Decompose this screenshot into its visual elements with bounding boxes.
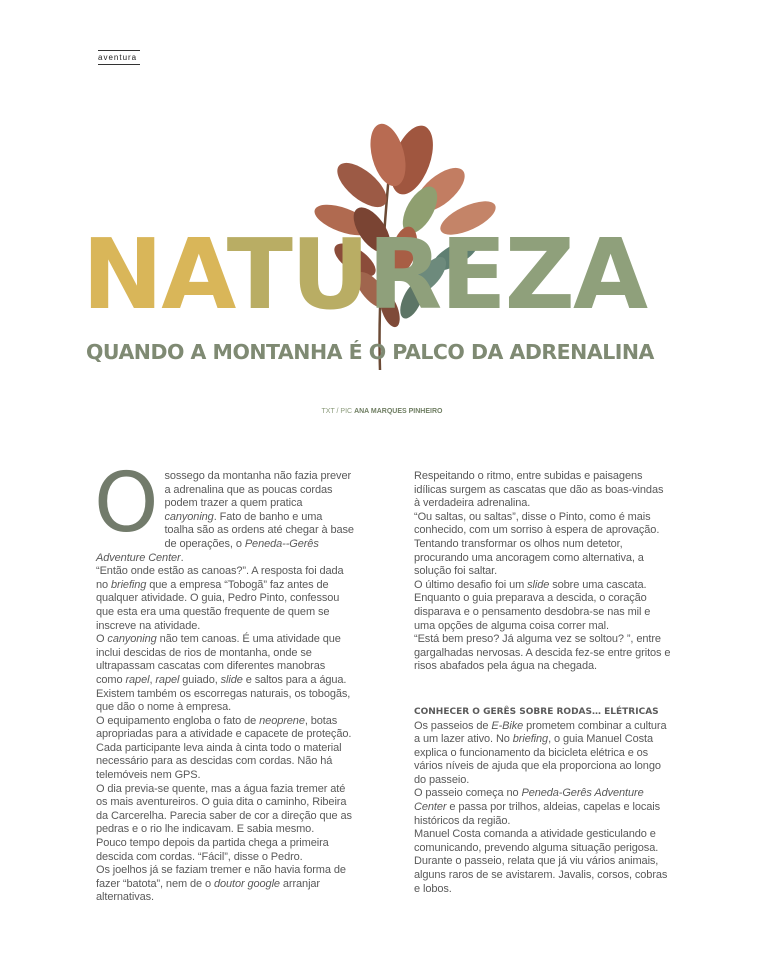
title-main: NATUREZA xyxy=(82,218,647,331)
paragraph: O passeio começa no Peneda-Gerês Adventure Center e passa por trilhos, aldeias, capelas e locais históricos da região. xyxy=(414,787,661,827)
dropcap: O xyxy=(94,456,159,551)
section-label: aventura xyxy=(98,53,138,62)
paragraph: Pouco tempo depois da partida chega a primeira descida com cordas. “Fácil”, disse o Pedro. xyxy=(96,837,329,863)
paragraph: Os joelhos já se faziam tremer e não havia forma de fazer “batota”, nem de o doutor google arranjar alternativas. xyxy=(96,864,346,904)
paragraph: O dia previa-se quente, mas a água fazia tremer até os mais aventureiros. O guia dita o caminho, Ribeira da Carcerelha. Parecia saber de cor a direção que as pedras e o rio lhe indicavam. E sabia mesmo. xyxy=(96,782,352,836)
paragraph: sossego da montanha não fazia prever a adrenalina que as poucas cordas podem trazer a quem pratica canyoning. Fato de banho e uma toalha são as ordens até chegar à base de operações, o Peneda--Gerês Adventure Center. xyxy=(96,470,354,564)
subtitle: QUANDO A MONTANHA É O PALCO DA ADRENALINA xyxy=(86,340,654,364)
paragraph: Respeitando o ritmo, entre subidas e paisagens idílicas surgem as cascatas que dão as boas-vindas à verdadeira adrenalina. xyxy=(414,470,664,510)
section-tag xyxy=(98,50,140,65)
paragraph: “Está bem preso? Já alguma vez se soltou? ”, entre gargalhadas nervosas. A descida fez-se entre gritos e risos abafados pela água na chegada. xyxy=(414,633,671,673)
paragraph: Manuel Costa comanda a atividade gesticulando e comunicando, prevendo alguma situação perigosa. Durante o passeio, relata que já viu vários animais, alguns raros de se avistarem. Javalis, corsos, cobras e lobos. xyxy=(414,828,668,895)
left-column xyxy=(94,456,354,905)
paragraph: O equipamento engloba o fato de neoprene, botas apropriadas para a atividade e capacete de proteção. Cada participante leva ainda à cinta todo o material necessário para as descidas com cordas. Não há telemóveis nem GPS. xyxy=(96,714,352,782)
paragraph: O canyoning não tem canoas. É uma atividade que inclui descidas de rios de montanha, onde se ultrapassam cascatas com diferentes manobras como rapel, rapel guiado, slide e saltos para a água. Existem também os escorregas naturais, os tobogãs, que dão o nome à empresa. xyxy=(96,633,351,714)
paragraph: “Ou saltas, ou saltas”, disse o Pinto, como é mais conhecido, com um sorriso à espera de aprovação. Tentando transformar os olhos num detetor, procurando uma ancoragem como alternativa, a solução foi saltar. xyxy=(414,510,660,578)
credit-label: TXT / PIC xyxy=(321,408,353,415)
credit-author: ANA MARQUES PINHEIRO xyxy=(354,408,443,415)
paragraph: O último desafio foi um slide sobre uma cascata. Enquanto o guia preparava a descida, o coração disparava e o pensamento desdobra-se nas mil e uma opções de alguma coisa correr mal. xyxy=(414,578,651,632)
section-subhead: CONHECER O GERÊS SOBRE RODAS… ELÉTRICAS xyxy=(414,706,659,717)
right-column xyxy=(414,470,672,896)
paragraph: “Então onde estão as canoas?”. A resposta foi dada no briefing que a empresa “Tobogã” faz antes de qualquer atividade. O guia, Pedro Pinto, confessou que esta era uma questão frequente de quem se inscreve na atividade. xyxy=(96,565,344,632)
credit xyxy=(0,408,764,415)
paragraph: Os passeios de E-Bike prometem combinar a cultura a um lazer ativo. No briefing, o guia Manuel Costa explica o funcionamento da bicicleta elétrica e os vários níveis de ajuda que ela proporciona ao longo do passeio. xyxy=(414,719,667,786)
